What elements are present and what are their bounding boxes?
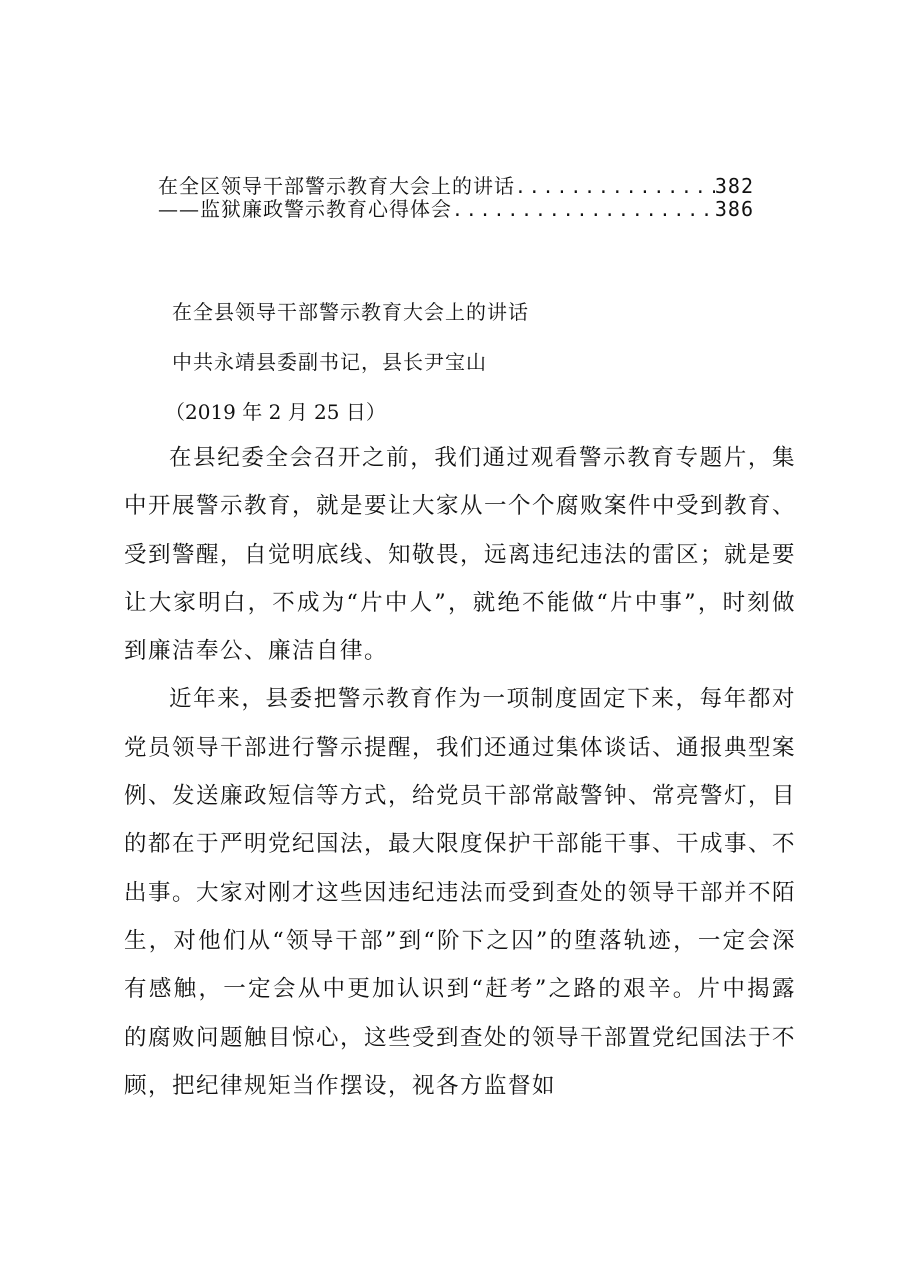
speech-speaker: 中共永靖县委副书记，县长尹宝山 xyxy=(172,350,487,374)
body-paragraph: 在县纪委全会召开之前，我们通过观看警示教育专题片，集中开展警示教育，就是要让大家从一个个腐败案件中受到教育、受到警醒，自觉明底线、知敬畏，远离违纪违法的雷区；就是要让大家明白，不成为“片中人”，就绝不能做“片中事”，时刻做到廉洁奉公、廉洁自律。 xyxy=(124,445,797,665)
toc-entry-title: ——监狱廉政警示教育心得体会 xyxy=(158,197,452,221)
toc-entry-page: 386 xyxy=(714,197,754,221)
toc-leader-dots xyxy=(452,200,715,221)
toc-entry-title: 在全区领导干部警示教育大会上的讲话 xyxy=(158,174,515,198)
body-paragraph: 近年来，县委把警示教育作为一项制度固定下来，每年都对党员领导干部进行警示提醒，我们还通过集体谈话、通报典型案例、发送廉政短信等方式，给党员干部常敲警钟、常亮警灯，目的都在于严明党纪国法，最大限度保护干部能干事、干成事、不出事。大家对刚才这些因违纪违法而受到查处的领导干部并不陌生，对他们从“领导干部”到“阶下之囚”的堕落轨迹，一定会深有感触，一定会从中更加认识到“赶考”之路的艰辛。片中揭露的腐败问题触目惊心，这些受到查处的领导干部置党纪国法于不顾，把纪律规矩当作摆设，视各方监督如 xyxy=(124,686,797,1099)
toc-entry-page: 382 xyxy=(714,174,754,198)
toc-entry[interactable] xyxy=(158,193,754,227)
speech-body xyxy=(124,434,796,1110)
speech-date: （2019 年 2 月 25 日） xyxy=(165,400,386,424)
speech-title: 在全县领导干部警示教育大会上的讲话 xyxy=(172,300,529,324)
